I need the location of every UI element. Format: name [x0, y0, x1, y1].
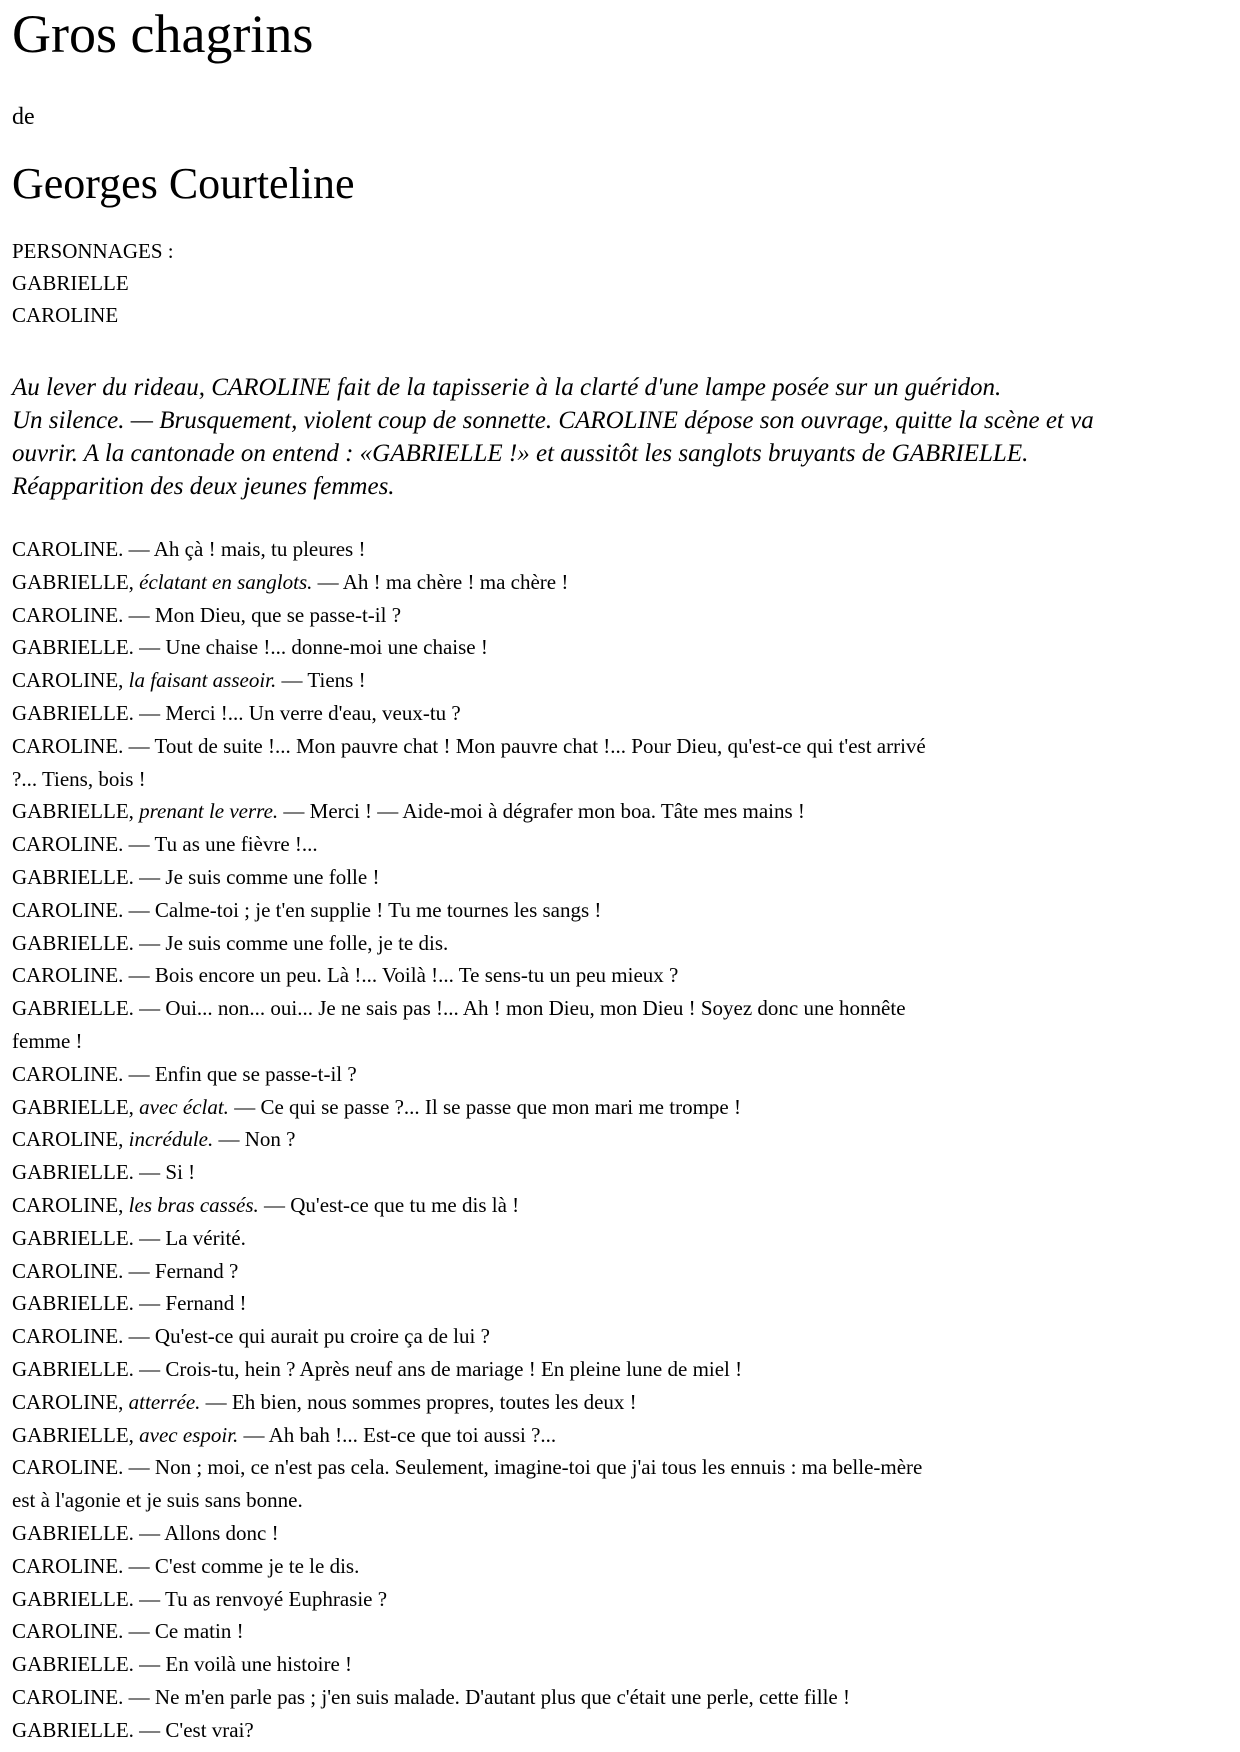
speaker-name: CAROLINE. — [12, 832, 124, 857]
dialogue-line: GABRIELLE. — Je suis comme une folle, je te dis. — [12, 930, 449, 955]
dialogue-line: CAROLINE. — Qu'est-ce qui aurait pu croire ça de lui ? — [12, 1324, 490, 1349]
stage-direction: Au lever du rideau, CAROLINE fait de la tapisserie à la clarté d'une lampe posée sur un guéridon. Un silence. — Brusquement, violent coup de sonnette. CAROLINE dépose son ouvrage, quitte la scène et va ouvrir. A la cantonade on entend : «GABRIELLE !» et aussitôt les sanglots bruyants de GABRIELLE. Réapparition des deux jeunes femmes. — [12, 374, 1094, 500]
speaker-name: GABRIELLE. — [12, 1652, 134, 1677]
speaker-name: CAROLINE. — [12, 1455, 124, 1480]
speaker-name: CAROLINE, — [12, 668, 124, 693]
speaker-name: GABRIELLE. — [12, 864, 134, 889]
dialogue-line: CAROLINE. — Ce matin ! — [12, 1619, 244, 1644]
dialogue-line: GABRIELLE. — En voilà une histoire ! — [12, 1652, 353, 1677]
dialogue-line: CAROLINE. — Tout de suite !... Mon pauvre chat ! Mon pauvre chat !... Pour Dieu, qu'est-ce qui t'est arrivé ?... Tiens, bois ! — [12, 733, 926, 791]
speaker-name: CAROLINE. — [12, 1619, 124, 1644]
dialogue-line: CAROLINE, incrédule. — Non ? — [12, 1127, 296, 1152]
dialogue-line: GABRIELLE. — Si ! — [12, 1160, 196, 1185]
dialogue-line: GABRIELLE, avec éclat. — Ce qui se passe ?... Il se passe que mon mari me trompe ! — [12, 1094, 741, 1119]
dialogue — [12, 533, 1224, 1746]
speaker-name: GABRIELLE. — [12, 635, 134, 660]
stage-cue: prenant le verre. — [139, 799, 279, 824]
speaker-name: CAROLINE. — [12, 1061, 124, 1086]
speaker-name: CAROLINE, — [12, 1389, 124, 1414]
dialogue-line: GABRIELLE. — Une chaise !... donne-moi une chaise ! — [12, 635, 488, 660]
speaker-name: CAROLINE. — [12, 537, 124, 561]
speaker-name: GABRIELLE. — [12, 1586, 134, 1611]
stage-cue: éclatant en sanglots. — [139, 569, 313, 594]
dialogue-line: GABRIELLE. — Crois-tu, hein ? Après neuf ans de mariage ! En pleine lune de miel ! — [12, 1356, 743, 1381]
speaker-name: GABRIELLE. — [12, 1520, 134, 1545]
dialogue-line: CAROLINE. — Bois encore un peu. Là !... Voilà !... Te sens-tu un peu mieux ? — [12, 963, 679, 988]
speaker-name: GABRIELLE. — [12, 1356, 134, 1381]
dialogue-line: GABRIELLE. — Fernand ! — [12, 1291, 247, 1316]
speaker-name: CAROLINE, — [12, 1192, 124, 1217]
character-name: GABRIELLE — [12, 271, 129, 295]
speaker-name: CAROLINE. — [12, 1258, 124, 1283]
dialogue-line: GABRIELLE. — La vérité. — [12, 1225, 246, 1250]
dialogue-line: CAROLINE. — Tu as une fièvre !... — [12, 832, 318, 857]
byline: de — [12, 104, 35, 130]
speaker-name: GABRIELLE. — [12, 1160, 134, 1185]
dialogue-line: GABRIELLE. — Je suis comme une folle ! — [12, 864, 380, 889]
speaker-name: CAROLINE. — [12, 602, 124, 627]
dialogue-line: CAROLINE. — Enfin que se passe-t-il ? — [12, 1061, 357, 1086]
dialogue-line: GABRIELLE, prenant le verre. — Merci ! — Aide-moi à dégrafer mon boa. Tâte mes mains ! — [12, 799, 805, 824]
dialogue-line: CAROLINE. — Ah çà ! mais, tu pleures ! — [12, 537, 366, 561]
speaker-name: GABRIELLE. — [12, 1225, 134, 1250]
dialogue-line: GABRIELLE, avec espoir. — Ah bah !... Est-ce que toi aussi ?... — [12, 1422, 557, 1447]
character-name: CAROLINE — [12, 303, 119, 327]
speaker-name: GABRIELLE, — [12, 799, 134, 824]
speaker-name: GABRIELLE. — [12, 1717, 134, 1742]
characters-names — [12, 267, 1224, 331]
stage-cue: atterrée. — [128, 1389, 201, 1414]
dialogue-line: CAROLINE. — C'est comme je te le dis. — [12, 1553, 360, 1578]
stage-cue: avec éclat. — [139, 1094, 229, 1119]
dialogue-line: CAROLINE, les bras cassés. — Qu'est-ce que tu me dis là ! — [12, 1192, 520, 1217]
dialogue-line: CAROLINE. — Calme-toi ; je t'en supplie ! Tu me tournes les sangs ! — [12, 897, 602, 922]
speaker-name: GABRIELLE. — [12, 930, 134, 955]
dialogue-line: GABRIELLE. — Oui... non... oui... Je ne sais pas !... Ah ! mon Dieu, mon Dieu ! Soyez donc une honnête femme ! — [12, 996, 906, 1053]
dialogue-line: CAROLINE. — Ne m'en parle pas ; j'en suis malade. D'autant plus que c'était une perle, cette fille ! — [12, 1684, 850, 1709]
dialogue-line: GABRIELLE. — C'est vrai? — [12, 1717, 254, 1742]
dialogue-line: CAROLINE. — Non ; moi, ce n'est pas cela. Seulement, imagine-toi que j'ai tous les ennuis : ma belle-mère est à l'agonie et je suis sans bonne. — [12, 1455, 923, 1513]
speaker-name: CAROLINE. — [12, 1684, 124, 1709]
dialogue-line: CAROLINE. — Fernand ? — [12, 1258, 239, 1283]
speaker-name: CAROLINE. — [12, 733, 124, 758]
stage-cue: la faisant asseoir. — [128, 668, 277, 693]
dialogue-line: CAROLINE, la faisant asseoir. — Tiens ! — [12, 668, 366, 693]
speaker-name: GABRIELLE, — [12, 1094, 134, 1119]
dialogue-line: GABRIELLE. — Allons donc ! — [12, 1520, 279, 1545]
speaker-name: GABRIELLE. — [12, 700, 134, 725]
characters-section — [12, 235, 1224, 331]
dialogue-line: CAROLINE. — Mon Dieu, que se passe-t-il ? — [12, 602, 402, 627]
dialogue-line: CAROLINE, atterrée. — Eh bien, nous sommes propres, toutes les deux ! — [12, 1389, 637, 1414]
speaker-name: CAROLINE. — [12, 963, 124, 988]
dialogue-line: GABRIELLE, éclatant en sanglots. — Ah ! ma chère ! ma chère ! — [12, 569, 569, 594]
speaker-name: CAROLINE, — [12, 1127, 124, 1152]
speaker-name: CAROLINE. — [12, 1324, 124, 1349]
page-title: Gros chagrins — [12, 4, 314, 64]
speaker-name: CAROLINE. — [12, 897, 124, 922]
speaker-name: GABRIELLE, — [12, 569, 134, 594]
stage-cue: incrédule. — [128, 1127, 214, 1152]
dialogue-line: GABRIELLE. — Tu as renvoyé Euphrasie ? — [12, 1586, 388, 1611]
speaker-name: GABRIELLE. — [12, 1291, 134, 1316]
characters-heading: PERSONNAGES : — [12, 239, 174, 263]
stage-cue: les bras cassés. — [128, 1192, 259, 1217]
speaker-name: GABRIELLE, — [12, 1422, 134, 1447]
speaker-name: CAROLINE. — [12, 1553, 124, 1578]
dialogue-line: GABRIELLE. — Merci !... Un verre d'eau, veux-tu ? — [12, 700, 461, 725]
speaker-name: GABRIELLE. — [12, 996, 134, 1021]
author-name: Georges Courteline — [12, 159, 355, 208]
stage-cue: avec espoir. — [139, 1422, 239, 1447]
